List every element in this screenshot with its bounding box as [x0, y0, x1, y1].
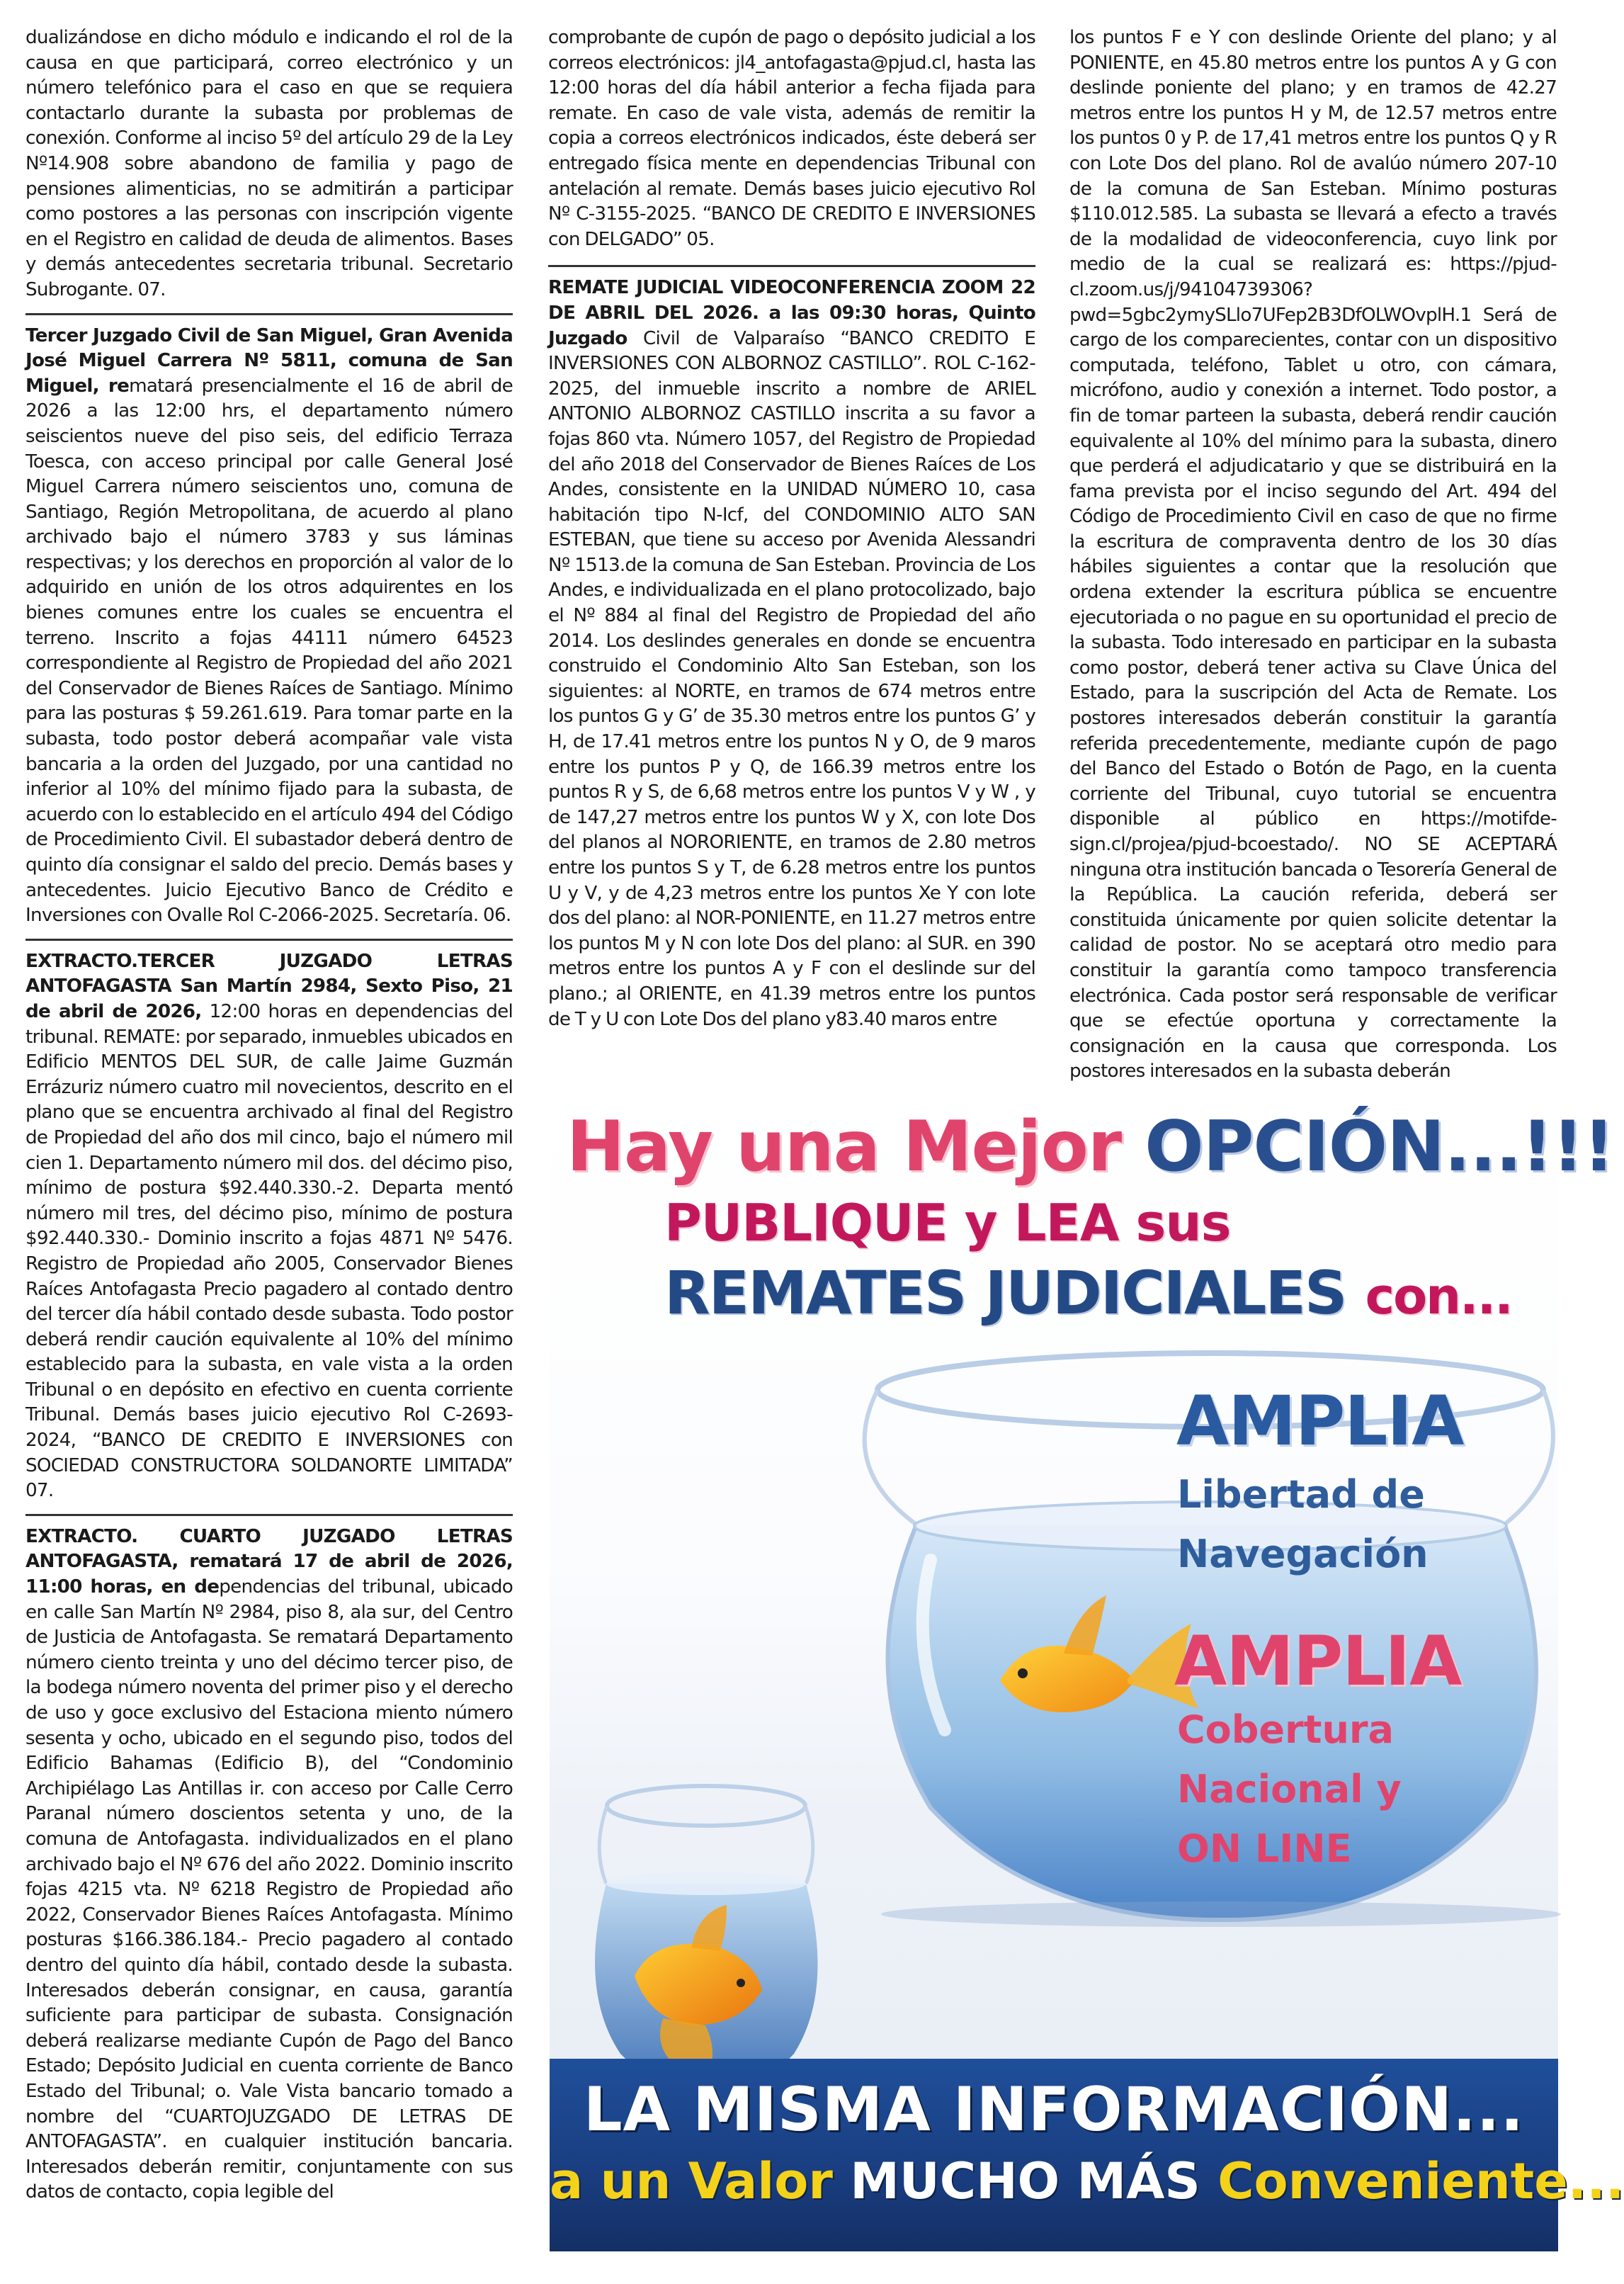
- column-1: [25, 26, 513, 2205]
- ad-banner-line1: LA MISMA INFORMACIÓN...: [583, 2074, 1525, 2145]
- notice-heading: EXTRACTO.TERCER JUZGADO LETRAS ANTOFAGASTA San Martín 2984, Sexto Piso, 21 de abril de 2026,: [25, 950, 513, 1022]
- notice-body: los puntos F e Y con deslinde Oriente del plano; y al PONIENTE, en 45.80 metros entre los puntos A y G con deslinde poniente del plano; y en tramos de 42.27 metros entre los puntos H y M, de 12.57 metros entre los puntos 0 y P. de 17,41 metros entre los puntos Q y R con Lote Dos del plano. Rol de avalúo número 207-10 de la comuna de San Esteban. Mínimo posturas $110.012.585. La subasta se llevará a efecto a través de la modalidad de videoconferencia, cuyo link por medio de la cual se realizará es: https://pjud-cl.zoom.us/j/94104739306?pwd=5gbc2ymySLlo7UFep2B3DfOLWOvplH.1 Será de cargo de los comparecientes, contar con un dispositivo computada, teléfono, Tablet u otro, con cámara, micrófono, audio y conexión a internet. Todo postor, a fin de tomar parteen la subasta, deberá rendir caución equivalente al 10% del mínimo para la subasta, dinero que perderá el adjudicatario y que se distribuirá en la fama prevista por el inciso segundo del Art. 494 del Código de Procedimiento Civil en caso de que no firme la escritura de compraventa dentro de los 30 días hábiles siguientes a contar que la resolución que ordena extender la escritura pública se encuentre ejecutoriada o no pague en su oportunidad el precio de la subasta. Todo interesado en participar en la subasta como postor, deberá tener activa su Clave Única del Estado, para la suscripción del Acta de Remate. Los postores interesados deberán constituir la garantía referida precedentemente, mediante cupón de pago del Banco del Estado o Botón de Pago, en la cuenta corriente del Tribunal, cuyo tutorial se encuentra disponible al público en https://motifde-sign.cl/projea/pjud-bcoestado/. NO SE ACEPTARÁ ninguna otra institución bancada o Tesorería General de la República. La caución referida, deberá ser constituida únicamente por quien solicite detentar la calidad de postor. No se aceptará otro medio para constituir la garantía como tampoco transferencia electrónica. Cada postor será responsable de verificar que se efectúe oportuna y correctamente la consignación en la causa que corresponda. Los postores interesados en la subasta deberán: [1069, 27, 1557, 1082]
- notice-heading: Tercer Juzgado Civil de San Miguel, Gran Avenida José Miguel Carrera Nº 5811, comuna de San Miguel, re: [25, 324, 513, 397]
- divider: [25, 313, 513, 315]
- ad-line3-main: REMATES JUDICIALES: [664, 1258, 1346, 1328]
- notice-1-4: [25, 1525, 513, 2205]
- ad-amplia-1-sub: [1177, 1465, 1429, 1584]
- column-2: [548, 26, 1035, 1032]
- notice-body: matará presencialmente el 16 de abril de 2026 a las 12:00 hrs, el departamento número seiscientos nueve del piso seis, del edificio Terraza Toesca, con acceso principal por calle General José Miguel Carrera número seiscientos uno, comuna de Santiago, Región Metropolitana, de acuerdo al plano archivado bajo el número 3783 y sus láminas respectivas; y los derechos en proporción al valor de lo adquirido en unión de los otros adquirentes en los bienes comunes entre los cuales se encuentra el terreno. Inscrito a fojas 44111 número 64523 correspondiente al Registro de Propiedad del año 2021 del Conservador de Bienes Raíces de Santiago. Mínimo para las posturas $ 59.261.619. Para tomar parte en la subasta, todo postor deberá acompañar vale vista bancaria a la orden del Juzgado, por una cantidad no inferior al 10% del mínimo fijado para la subasta, de acuerdo con lo establecido en el artículo 494 del Código de Procedimiento Civil. El subastador deberá dentro de quinto día consignar el saldo del precio. Demás bases y antecedentes. Juicio Ejecutivo Banco de Crédito e Inversiones con Ovalle Rol C-2066-2025. Secretaría. 06.: [25, 375, 513, 927]
- ad-amplia-2: AMPLIA: [1174, 1622, 1462, 1701]
- notice-1-3: [25, 949, 513, 1504]
- ad-remates-judiciales: [550, 1101, 1624, 2251]
- divider: [25, 1514, 513, 1516]
- ad-amplia-2-line: Nacional y: [1177, 1767, 1402, 1811]
- divider: [548, 265, 1035, 267]
- divider: [25, 939, 513, 941]
- notice-body: 12:00 horas en dependencias del tribunal. REMATE: por separado, inmuebles ubicados en Edificio MENTOS DEL SUR, de calle Jaime Guzmán Errázuriz número cuatro mil novecientos, descrito en el plano que se encuentra archivado al final del Registro de Propiedad del año dos mil cinco, bajo el número mil cien 1. Departamento número mil dos. del décimo piso, mínimo de postura $92.440.330.-2. Departa mentó número mil tres, del décimo piso, mínimo de postura $92.440.330.- Dominio inscrito a fojas 4871 Nº 5476. Registro de Propiedad año 2005, Conservador Bienes Raíces Antofagasta Precio pagadero al contado dentro del tercer día hábil contado desde subasta. Todo postor deberá rendir caución equivalente al 10% del mínimo establecido para la subasta, en vale vista a la orden Tribunal o en depósito en efectivo en cuenta corriente Tribunal. Demás bases juicio ejecutivo Rol C-2693-2024, “BANCO DE CREDITO E INVERSIONES con SOCIEDAD CONSTRUCTORA SOLDANORTE LIMITADA” 07.: [25, 1000, 513, 1502]
- ad-amplia-1: AMPLIA: [1176, 1381, 1464, 1461]
- ad-headline-part2: OPCIÓN...!!!: [1145, 1107, 1614, 1187]
- ad-line2: PUBLIQUE y LEA sus: [664, 1193, 1231, 1253]
- notice-body: dualizándose en dicho módulo e indicando el rol de la causa en que participará, correo electrónico y un número telefónico para el caso en que se requiera contactarlo durante la subasta por problemas de conexión. Conforme al inciso 5º del artículo 29 de la Ley Nº14.908 sobre abandono de familia y pago de pensiones alimenticias, no se admitirán a participar como postores a las personas con inscripción vigente en el Registro en calidad de deuda de alimentos. Bases y demás antecedentes secretaria tribunal. Secretario Subrogante. 07.: [25, 27, 513, 300]
- column-3: [1069, 26, 1557, 1082]
- ad-banner-line2-c: Conveniente...: [1217, 2152, 1624, 2210]
- notice-body: comprobante de cupón de pago o depósito judicial a los correos electrónicos: jl4_antofagasta@pjud.cl, hasta las 12:00 horas del día hábil anterior a fecha fijada para remate. En caso de vale vista, además de remitir la copia a correos electrónicos indicados, éste deberá ser entregado física mente en dependencias Tribunal con antelación al remate. Demás bases juicio ejecutivo Rol Nº C-3155-2025. “BANCO DE CREDITO E INVERSIONES con DELGADO” 05.: [548, 27, 1035, 250]
- ad-line3: [664, 1258, 1512, 1328]
- small-fishbowl-image: [578, 1777, 834, 2103]
- ad-amplia-1-line: Navegación: [1177, 1532, 1429, 1576]
- notice-body: Civil de Valparaíso “BANCO CREDITO E INVERSIONES CON ALBORNOZ CASTILLO”. ROL C-162-2025, del inmueble inscrito a nombre de ARIEL ANTONIO ALBORNOZ CASTILLO inscrita a su favor a fojas 860 vta. Número 1057, del Registro de Propiedad del año 2018 del Conservador de Bienes Raíces de Los Andes, consistente en la UNIDAD NÚMERO 10, casa habitación tipo N-Icf, del CONDOMINIO ALTO SAN ESTEBAN, que tiene su acceso por Avenida Alessandri Nº 1513.de la comuna de San Esteban. Provincia de Los Andes, e individualizada en el plano protocolizado, bajo el Nº 884 al final del Registro de Propiedad del año 2014. Los deslindes generales en donde se encuentra construido el Condominio Alto San Esteban, son los siguientes: al NORTE, en tramos de 674 metros entre los puntos G y G’ de 35.30 metros entre los puntos G’ y H, de 17.41 metros entre los puntos N y O, de 9 maros entre los puntos P y Q, de 166.39 metros entre los puntos R y S, de 6,68 metros entre los puntos V y W , y de 147,27 metros entre los puntos W y X, con lote Dos del planos al NORORIENTE, en tramos de 2.80 metros entre los puntos S y T, de 6.28 metros entre los puntos U y V, y de 4,23 metros entre los puntos Xe Y con lote dos del plano: al NOR-PONIENTE, en 11.27 metros entre los puntos M y N con lote Dos del plano: al SUR. en 390 metros entre los puntos A y F con el deslinde sur del plano.; al ORIENTE, en 41.39 metros entre los puntos de T y U con Lote Dos del plano y83.40 maros entre: [548, 327, 1035, 1030]
- ad-amplia-2-line: ON LINE: [1177, 1826, 1352, 1871]
- notice-2-2: [548, 276, 1035, 1032]
- ad-amplia-2-sub: [1177, 1700, 1402, 1879]
- notice-heading: REMATE JUDICIAL VIDEOCONFERENCIA ZOOM 22 DE ABRIL DEL 2026. a las 09:30 horas, Quinto Juzgado: [548, 277, 1035, 349]
- notice-3-1: [1069, 26, 1557, 1085]
- notice-2-1: [548, 26, 1035, 252]
- ad-amplia-1-line: Libertad de: [1177, 1472, 1425, 1517]
- notice-heading: EXTRACTO. CUARTO JUZGADO LETRAS ANTOFAGASTA, rematará 17 de abril de 2026, 11:00 horas, en de: [25, 1525, 513, 1598]
- ad-headline-part1: Hay una Mejor: [567, 1107, 1122, 1187]
- ad-headline: [567, 1107, 1614, 1187]
- ad-banner-line2-a: a un Valor: [550, 2152, 833, 2210]
- ad-banner-line2: [550, 2152, 1624, 2210]
- notice-1-2: [25, 324, 513, 929]
- ad-banner-line2-b: MUCHO MÁS: [850, 2152, 1200, 2210]
- notice-1-1: [25, 26, 513, 303]
- notice-body: pendencias del tribunal, ubicado en calle San Martín Nº 2984, piso 8, ala sur, del Centro de Justicia de Antofagasta. Se rematará Departamento número ciento treinta y uno del décimo tercer piso, de la bodega número noventa del primer piso y el derecho de uso y goce exclusivo del Estaciona miento número sesenta y ocho, ubicado en el segundo piso, todos del Edificio Bahamas (Edificio B), del “Condominio Archipiélago Las Antillas ir. con acceso por Calle Cerro Paranal número doscientos setenta y uno, de la comuna de Antofagasta. individualizados en el plano archivado bajo el Nº 676 del año 2022. Dominio inscrito fojas 4215 vta. Nº 6218 Registro de Propiedad año 2022, Conservador Bienes Raíces Antofagasta. Mínimo posturas $166.386.184.- Precio pagadero al contado dentro del quinto día hábil, contado desde la subasta. Interesados deberán consignar, en causa, garantía suficiente para participar de subasta. Consignación deberá realizarse mediante Cupón de Pago del Banco Estado; Depósito Judicial en cuenta corriente de Banco Estado del Tribunal; o. Vale Vista bancario tomado a nombre del “CUARTOJUZGADO DE LETRAS DE ANTOFAGASTA”. en cualquier institución bancaria. Interesados deberán remitir, conjuntamente con sus datos de contacto, copia legible del: [25, 1576, 513, 2203]
- ad-amplia-2-line: Cobertura: [1177, 1707, 1394, 1752]
- ad-line3-suffix: con...: [1365, 1267, 1512, 1325]
